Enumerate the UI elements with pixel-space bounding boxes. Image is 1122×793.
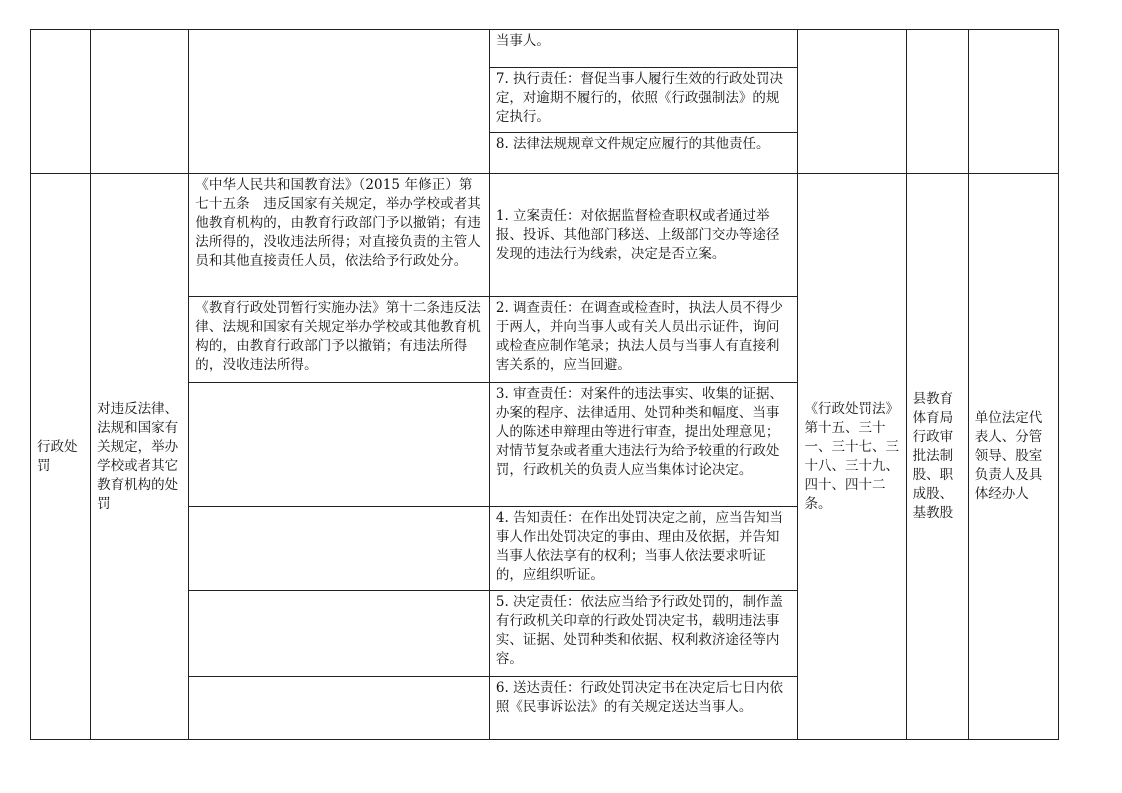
table-row [31, 174, 1059, 297]
empty-cell [31, 30, 91, 174]
category-cell: 行政处罚 [31, 174, 91, 740]
empty-cell [189, 507, 490, 591]
matter-cell: 对违反法律、法规和国家有关规定，举办学校或者其它教育机构的处罚 [91, 174, 189, 740]
power-responsibility-table [30, 29, 1059, 740]
duty-cell: 3. 审查责任：对案件的违法事实、收集的证据、办案的程序、法律适用、处罚种类和幅度、当事人的陈述申辩理由等进行审查，提出处理意见；对情节复杂或者重大违法行为给予较重的行政处罚，行政机关的负责人应当集体讨论决定。 [489, 383, 798, 507]
empty-cell [798, 30, 906, 174]
empty-cell [189, 30, 490, 174]
empty-cell [906, 30, 968, 174]
duty-cell: 4. 告知责任：在作出处罚决定之前，应当告知当事人作出处罚决定的事由、理由及依据，并告知当事人依法享有的权利；当事人依法要求听证的，应组织听证。 [489, 507, 798, 591]
duty-cell: 当事人。 [489, 30, 798, 68]
empty-cell [189, 383, 490, 507]
duty-cell: 2. 调查责任：在调查或检查时，执法人员不得少于两人，并向当事人或有关人员出示证件，询问或检查应制作笔录；执法人员与当事人有直接利害关系的，应当回避。 [489, 297, 798, 383]
legal-basis-cell: 《教育行政处罚暂行实施办法》第十二条违反法律、法规和国家有关规定举办学校或其他教育机构的，由教育行政部门予以撤销；有违法所得的，没收违法所得。 [189, 297, 490, 383]
basis-law-cell: 《行政处罚法》第十五、三十一、三十七、三十八、三十九、四十、四十二条。 [798, 174, 906, 740]
duty-cell: 6. 送达责任：行政处罚决定书在决定后七日内依照《民事诉讼法》的有关规定送达当事人。 [489, 677, 798, 740]
empty-cell [189, 677, 490, 740]
responsible-cell: 单位法定代表人、分管领导、股室负责人及具体经办人 [968, 174, 1058, 740]
empty-cell [189, 591, 490, 677]
department-cell: 县教育体育局行政审批法制股、职成股、基教股 [906, 174, 968, 740]
empty-cell [91, 30, 189, 174]
duty-cell: 8. 法律法规规章文件规定应履行的其他责任。 [489, 133, 798, 174]
empty-cell [968, 30, 1058, 174]
legal-basis-cell: 《中华人民共和国教育法》（2015 年修正）第七十五条 违反国家有关规定，举办学校或者其他教育机构的，由教育行政部门予以撤销；有违法所得的，没收违法所得；对直接负责的主管人员和其他直接责任人员，依法给予行政处分。 [189, 174, 490, 297]
duty-cell: 1. 立案责任：对依据监督检查职权或者通过举报、投诉、其他部门移送、上级部门交办等途径发现的违法行为线索，决定是否立案。 [489, 174, 798, 297]
duty-cell: 5. 决定责任：依法应当给予行政处罚的，制作盖有行政机关印章的行政处罚决定书，载明违法事实、证据、处罚种类和依据、权利救济途径等内容。 [489, 591, 798, 677]
table-row [31, 30, 1059, 68]
duty-cell: 7. 执行责任：督促当事人履行生效的行政处罚决定，对逾期不履行的，依照《行政强制法》的规定执行。 [489, 68, 798, 133]
